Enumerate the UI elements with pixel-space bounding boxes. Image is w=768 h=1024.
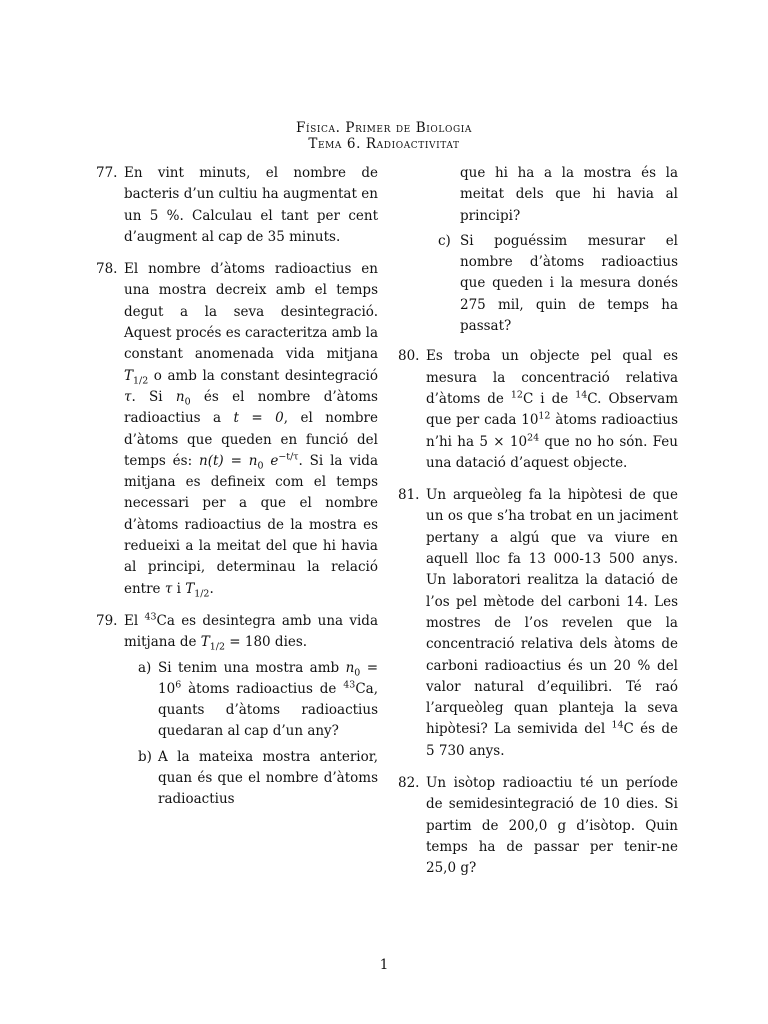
- problem-number: 78.: [96, 261, 118, 278]
- subquestion-label: c): [438, 232, 451, 249]
- subquestion-text: àtoms radioactius de: [181, 680, 344, 697]
- math-symbol: τ: [164, 580, 173, 597]
- math-expression: t = 0: [233, 410, 284, 427]
- left-column: [96, 163, 378, 822]
- math-symbol: T: [185, 580, 195, 597]
- problem-text: . Si: [131, 388, 176, 405]
- problem-79: [96, 611, 378, 811]
- math-symbol: T: [200, 634, 210, 651]
- problem-text: . Observam que per cada 10: [426, 390, 678, 429]
- math-superscript: 6: [175, 679, 182, 691]
- isotope-mass: 14: [611, 719, 624, 731]
- problem-80: [398, 346, 678, 474]
- problem-text: que no ho són. Feu una datació d’aquest objecte.: [426, 433, 678, 471]
- problem-text: és de 5 730 anys.: [426, 721, 678, 759]
- math-subscript: 1/2: [194, 588, 210, 600]
- math-symbol: e: [263, 452, 279, 469]
- problem-number: 77.: [96, 165, 118, 181]
- problem-77: [96, 163, 378, 248]
- page-subtitle: Tema 6. Radioactivitat: [308, 136, 460, 152]
- isotope-mass: 43: [144, 611, 157, 623]
- subquestion-a: [124, 658, 378, 743]
- problem-number: 80.: [398, 348, 420, 365]
- isotope-element: C: [623, 721, 634, 738]
- isotope-element: Ca: [156, 612, 175, 629]
- problem-78: [96, 259, 378, 600]
- math-subscript: 0: [354, 667, 361, 679]
- problem-text: = 180 dies.: [224, 634, 308, 651]
- problem-number: 79.: [96, 612, 118, 629]
- math-subscript: 0: [257, 460, 264, 472]
- problem-number: 81.: [398, 487, 420, 504]
- isotope-mass: 14: [575, 389, 588, 401]
- math-subscript: 0: [184, 396, 191, 408]
- math-subscript: 1/2: [209, 641, 225, 653]
- isotope-element: C: [587, 390, 598, 407]
- subquestion-c: [398, 231, 678, 337]
- subquestion-text: , quants d’àtoms radioactius quedaran al cap d’un any?: [158, 680, 378, 740]
- problem-text: Un arqueòleg fa la hipòtesi de que un os que s’ha trobat en un jaciment pertany a algú que va viure en aquell lloc fa 13 000-13 500 anys. Un laboratori realitza la datació de l’os pel mètode del carboni 14. Les mostres de l’os revelen que la concentració relativa dels àtoms de carboni radioactius és un 20 % del valor natural d’equilibri. Té raó l’arqueòleg quan planteja la seva hipòtesi? La semivida del: [426, 487, 678, 738]
- page-header: [0, 120, 768, 152]
- subquestion-b: [124, 747, 378, 811]
- subquestion-text: A la mateixa mostra anterior, quan és que el nombre d’àtoms radioactius: [158, 748, 378, 808]
- problem-81: [398, 485, 678, 762]
- math-superscript: 24: [527, 432, 540, 444]
- problem-text: i: [172, 580, 186, 597]
- problem-number: 82.: [398, 775, 420, 792]
- problem-82: [398, 773, 678, 879]
- math-symbol: n: [175, 388, 185, 405]
- math-subscript: 1/2: [133, 375, 149, 387]
- subquestion-text: = 10: [158, 659, 379, 697]
- isotope-element: C: [522, 390, 534, 407]
- subquestion-b-continued: que hi ha a la mostra és la meitat dels que hi havia al principi?: [460, 165, 678, 224]
- problem-text: i de: [533, 390, 576, 407]
- page-title: Física. Primer de Biologia: [295, 120, 472, 136]
- problem-text: àtoms radioactius n’hi ha 5 × 10: [426, 412, 678, 450]
- subquestion-label: b): [138, 748, 152, 765]
- isotope-mass: 12: [510, 389, 523, 401]
- math-superscript: −t/τ: [278, 451, 299, 463]
- isotope-element: Ca: [355, 680, 374, 697]
- problem-text: El: [124, 612, 145, 629]
- problem-text: En vint minuts, el nombre de bacteris d’un cultiu ha augmentat en un 5 %. Calculau el tant per cent d’augment al cap de 35 minuts.: [124, 165, 378, 245]
- math-symbol: n: [248, 452, 258, 469]
- math-symbol: n: [345, 659, 355, 676]
- problem-text: El nombre d’àtoms radioactius en una mostra decreix amb el temps degut a la seva desintegració. Aquest procés es caracteritza amb la constant anomenada vida mitjana: [124, 261, 378, 363]
- problem-text: Es troba un objecte pel qual es mesura la concentració relativa d’àtoms de: [426, 348, 678, 407]
- problem-text: és el nombre d’àtoms radioactius a: [124, 388, 378, 427]
- math-symbol: T: [124, 367, 134, 384]
- problem-text: , el nombre d’àtoms que queden en funció del temps és:: [124, 410, 378, 469]
- subquestion-text: Si poguéssim mesurar el nombre d’àtoms radioactius que queden i la mesura donés 275 mil, quin de temps ha passat?: [460, 232, 678, 335]
- math-expression: n(t) =: [199, 452, 249, 469]
- problem-text: Un isòtop radioactiu té un període de semidesintegració de 10 dies. Si partim de 200,0 g d’isòtop. Quin temps ha de passar per tenir-ne 25,0 g?: [426, 775, 678, 877]
- isotope-mass: 43: [343, 679, 356, 691]
- problem-text: o amb la constant desintegració: [148, 367, 378, 384]
- math-superscript: 12: [538, 410, 551, 422]
- subquestion-text: Si tenim una mostra amb: [158, 659, 346, 676]
- problem-text: .: [209, 580, 214, 597]
- right-column: [398, 163, 678, 891]
- problem-text: es desintegra amb una vida mitjana de: [124, 612, 378, 651]
- subquestion-label: a): [138, 659, 152, 676]
- problem-text: . Si la vida mitjana es defineix com el temps necessari per a que el nombre d’àtoms radioactius de la mostra es redueixi a la meitat del que hi havia al principi, determinau la relació entre: [124, 452, 378, 597]
- math-symbol: τ: [124, 388, 132, 405]
- page-number: 1: [379, 957, 389, 973]
